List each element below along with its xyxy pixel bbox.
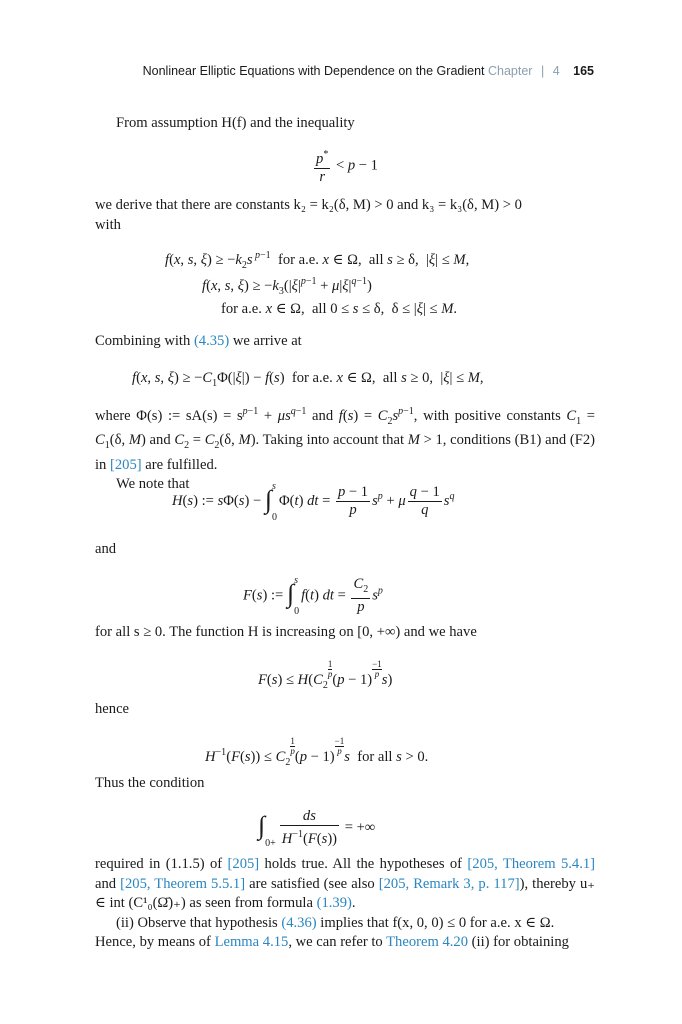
paragraph-required: required in (1.1.5) of [205] holds true. All the hypotheses of [205, Theorem 5.4.1] and [205, Theorem 5.5.1] are satisfied (see also [205, Remark 3, p. 117]), thereby u₊ ∈ int (C¹₀(Ω̄)₊) as seen from formula (1.39). (ii) Observe that hypothesis (4.36) implies that f(x, 0, 0) ≤ 0 for a.e. x ∈ Ω. Hence, by means of Lemma 4.15, we can refer to Theorem 4.20 (ii) for obtaining <box>95 856 596 950</box>
equation-condition: ∫ 0+ $\frac{ds}{H^{-1}(F(s))}$ = +∞ <box>258 808 376 849</box>
chapter-separator: | <box>540 64 545 78</box>
equation-bound-3: for a.e. x ∈ Ω, all 0 ≤ s ≤ δ, δ ≤ |ξ| ≤ M. <box>221 301 458 317</box>
citation-link-205[interactable]: [205] <box>110 456 142 473</box>
word-hence: hence <box>95 701 130 717</box>
paragraph-where: where Φ(s) := $sA(s) = s^{p-1} + \mu s^{q-1}$ and $f(s) = C_2s^{p-1}$, with positive constants $C_1 = C_1(\delta$, M) and $C_2 = C_2(\delta$, M). Taking into account that M > 1, conditions (B1) and (F2) in [205] are fulfilled. We note that <box>95 406 596 493</box>
equation-F-le-H: $F(s) \le H(C_2$ $\frac{1}{p}$ (p − 1) $\frac{-1}{p}$ s) <box>258 659 393 691</box>
citation-link-205-theorem-5-4-1[interactable]: [205, Theorem 5.4.1] <box>467 856 596 872</box>
page-number: 165 <box>573 64 594 78</box>
chapter-number: 4 <box>552 64 560 78</box>
running-title: Nonlinear Elliptic Equations with Dependence on the Gradient <box>142 64 485 78</box>
equation-link-1-39[interactable]: (1.39) <box>316 895 352 911</box>
chapter-label: Chapter <box>488 64 533 78</box>
equation-link-4-35[interactable]: (4.35) <box>193 333 230 349</box>
equation-inequality: $\frac{p^*}{r}$ < p − 1 <box>95 146 595 186</box>
theorem-link-4-20[interactable]: Theorem 4.20 <box>386 934 468 950</box>
paragraph-thus: Thus the condition <box>95 775 205 791</box>
lemma-link-4-15[interactable]: Lemma 4.15 <box>214 934 289 950</box>
equation-link-4-36[interactable]: (4.36) <box>281 914 317 931</box>
equation-combined: f(x, s, $\xi) \ge -C_1\Phi(|\xi|) - f(s)$ for a.e. x ∈ Ω, all s ≥ 0, |ξ| ≤ M, <box>132 370 484 389</box>
paragraph-constants: we derive that there are constants k₂ = k₂(δ, M) > 0 and k₃ = k₃(δ, M) > 0 with <box>95 197 522 233</box>
equation-H-inverse: $H^{-1}(F(s)) \le C_2$ $\frac{1}{p}$ (p − 1) $\frac{-1}{p}$ s for all s > 0. <box>205 736 429 768</box>
running-header <box>115 64 594 84</box>
paragraph-assumption: From assumption H(f) and the inequality <box>116 115 355 131</box>
paragraph-increasing: for all s ≥ 0. The function H is increasing on [0, +∞) and we have <box>95 624 477 640</box>
paragraph-combining: Combining with (4.35) we arrive at <box>95 333 302 349</box>
equation-H: H(s) := sΦ(s) − ∫ s 0 Φ(t) dt = $\frac{p - 1}{p}$ $s^p + \mu$ $\frac{q - 1}{q}$ $s^q$ <box>172 480 455 523</box>
word-and: and <box>95 541 117 557</box>
equation-bound-1: f(x, s, $\xi) \ge -k_2s$ $^{p-1}$ for a.e. x ∈ Ω, all s ≥ δ, |ξ| ≤ M, <box>165 250 470 271</box>
citation-link-205-remark-3[interactable]: [205, Remark 3, p. 117] <box>378 875 520 892</box>
equation-bound-2: f(x, s, $\xi) \ge -k_3(|\xi|^{p-1} + \mu|\xi|^{q-1})$ <box>202 276 372 297</box>
citation-link-205-theorem-5-5-1[interactable]: [205, Theorem 5.5.1] <box>120 875 246 892</box>
citation-link-205-b[interactable]: [205] <box>227 856 260 872</box>
equation-F: F(s) := ∫ s 0 f(t) dt = $\frac{C_2}{p}$ $s^p$ <box>243 574 383 617</box>
